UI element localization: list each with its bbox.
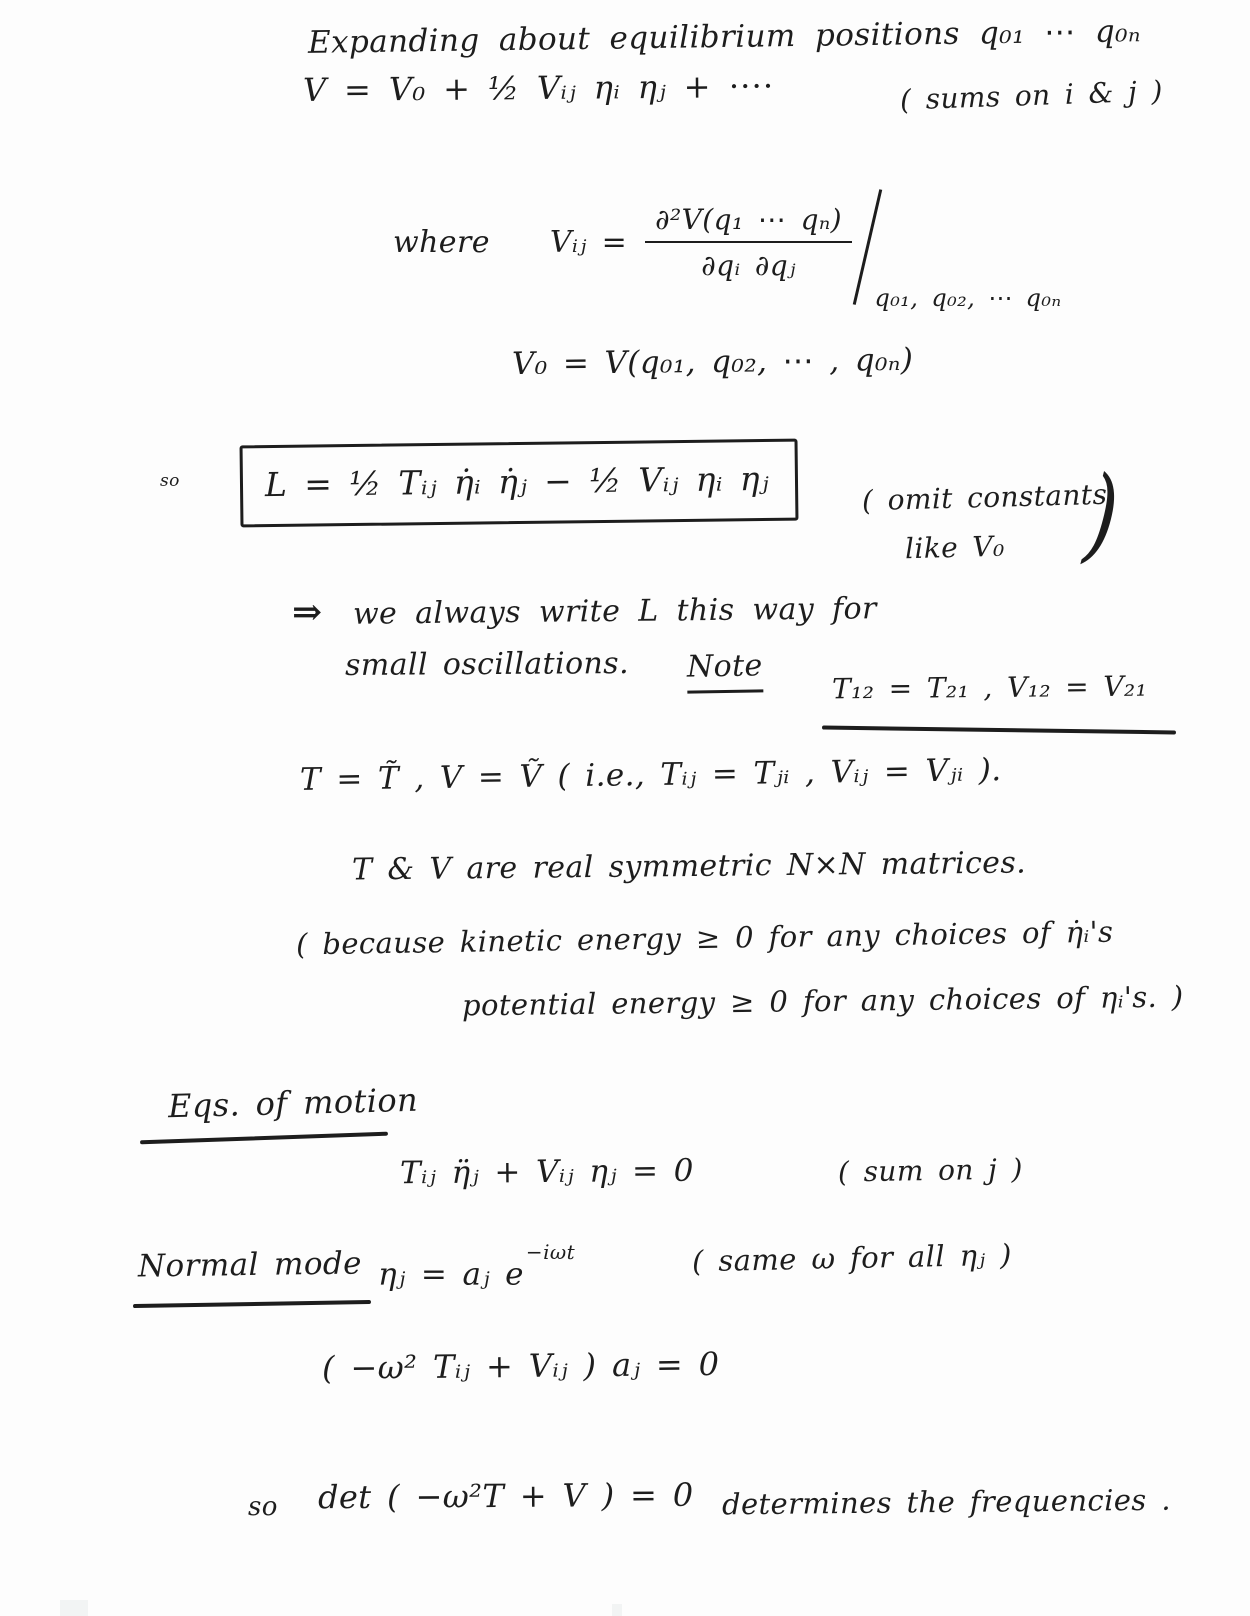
scan-artifact — [612, 1604, 622, 1616]
remark-line1: we always write L this way for — [352, 591, 877, 632]
vij-lhs: Vᵢⱼ = — [549, 224, 628, 260]
determinant-equation: det ( −ω²T + V ) = 0 — [317, 1475, 694, 1517]
transpose-equalities: T = T̃ , V = Ṽ ( i.e., Tᵢⱼ = Tⱼᵢ , Vᵢⱼ = Vⱼᵢ ). — [299, 752, 1002, 798]
where-label: where — [393, 224, 490, 260]
fraction-numerator: ∂²V(q₁ ⋯ qₙ) — [645, 203, 852, 243]
normal-mode-underline — [133, 1300, 371, 1308]
lagrangian-equation: L = ½ Tᵢⱼ η̇ᵢ η̇ⱼ − ½ Vᵢⱼ ηᵢ ηⱼ — [264, 458, 770, 505]
closing-paren-glyph: ) — [1080, 451, 1124, 577]
because-potential-line: potential energy ≥ 0 for any choices of ηᵢ's. ) — [461, 979, 1184, 1023]
normal-mode-eq-base: ηⱼ = aⱼ e — [378, 1256, 524, 1293]
symmetry-underline — [822, 726, 1176, 735]
potential-expansion-equation: V = V₀ + ½ Vᵢⱼ ηᵢ ηⱼ + ⋅⋅⋅⋅ — [302, 66, 775, 110]
sums-annotation: ( sums on i & j ) — [899, 74, 1164, 117]
symmetry-relations: T₁₂ = T₂₁ , V₁₂ = V₂₁ — [831, 669, 1148, 706]
eom-heading: Eqs. of motion — [167, 1080, 419, 1126]
scan-artifact — [60, 1600, 88, 1616]
second-derivative-fraction — [645, 203, 852, 282]
eigenvalue-equation: ( −ω² Tᵢⱼ + Vᵢⱼ ) aⱼ = 0 — [321, 1344, 720, 1388]
implies-arrow: ⇒ — [292, 591, 323, 633]
expansion-intro-line: Expanding about equilibrium positions q₀₁ ⋯ q₀ₙ — [307, 13, 1142, 61]
vij-definition-row — [393, 178, 1062, 312]
note-heading — [687, 650, 763, 693]
omit-constants-line2: like V₀ — [904, 529, 1005, 566]
because-kinetic-line: ( because kinetic energy ≥ 0 for any choices of η̇ᵢ's — [295, 914, 1114, 962]
evaluation-point: q₀₁, q₀₂, ⋯ q₀ₙ — [874, 284, 1062, 312]
normal-mode-exponent: −iωt — [525, 1240, 576, 1264]
v0-definition: V₀ = V(q₀₁, q₀₂, ⋯ , q₀ₙ) — [511, 341, 914, 383]
real-symmetric-statement: T & V are real symmetric N×N matrices. — [351, 845, 1027, 888]
sum-on-j-note: ( sum on j ) — [837, 1152, 1024, 1189]
so-marker-determinant: so — [248, 1492, 278, 1522]
omit-constants-line1: ( omit constants — [861, 477, 1108, 518]
determinant-tail: determines the frequencies . — [721, 1482, 1172, 1522]
eom-equation: Tᵢⱼ η̈ⱼ + Vᵢⱼ ηⱼ = 0 — [399, 1152, 694, 1192]
so-marker-lagrangian: so — [160, 471, 180, 491]
boxed-lagrangian — [240, 439, 799, 528]
normal-mode-label: Normal mode — [137, 1245, 363, 1285]
same-omega-note: ( same ω for all ηⱼ ) — [691, 1237, 1013, 1279]
remark-line2: small oscillations. — [344, 646, 630, 683]
note-label: Note — [687, 649, 763, 693]
fraction-denominator: ∂qᵢ ∂qⱼ — [701, 248, 796, 282]
eom-heading-underline — [140, 1132, 388, 1145]
